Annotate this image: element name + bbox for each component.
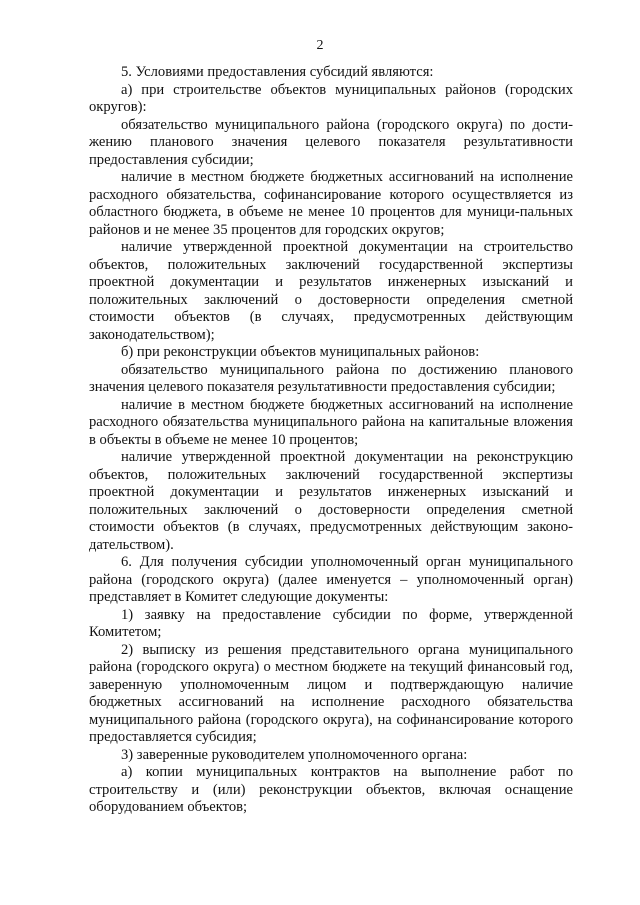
paragraph-reconstruction-budget: наличие в местном бюджете бюджетных ассигнований на исполнение расходного обязательства муниципального района на капитальные вложения в объекты в объеме не менее 10 процентов; bbox=[89, 396, 573, 448]
paragraph-document-application: 1) заявку на предоставление субсидии по форме, утвержденной Комитетом; bbox=[89, 606, 573, 640]
page-number: 2 bbox=[316, 38, 324, 53]
document-body bbox=[89, 64, 573, 817]
paragraph-construction-budget: наличие в местном бюджете бюджетных ассигнований на исполнение расходного обязательства, софинансирование которого осуществляется из областного бюджета, в объеме не менее 10 процентов для муници-пальных районов и не менее 35 процентов для городских округов; bbox=[89, 169, 573, 238]
paragraph-document-certified: 3) заверенные руководителем уполномоченного органа: bbox=[121, 746, 468, 763]
paragraph-construction-documentation: наличие утвержденной проектной документации на строительство объектов, положительных заключений государственной экспертизы проектной документации и результатов инженерных изысканий и положительных заключений о достоверности определения сметной стоимости объектов (в случаях, предусмотренных действующим законодательством); bbox=[89, 239, 573, 343]
paragraph-document-contracts: а) копии муниципальных контрактов на выполнение работ по строительству и (или) реконструкции объектов, включая оснащение оборудованием объектов; bbox=[89, 764, 573, 815]
paragraph-document-budget-extract: 2) выписку из решения представительного органа муниципального района (городского округа) о местном бюджете на текущий финансовый год, заверенную уполномоченным лицом и подтверждающую наличие бюджетных ассигнований на исполнение расходного обязательства муниципального района (городского округа), на софинансирование которого предоставляется субсидия; bbox=[89, 641, 573, 745]
paragraph-reconstruction-heading: б) при реконструкции объектов муниципальных районов: bbox=[121, 344, 480, 360]
paragraph-conditions-heading: 5. Условиями предоставления субсидий являются: bbox=[121, 64, 434, 80]
paragraph-documents-intro: 6. Для получения субсидии уполномоченный орган муниципального района (городского округа) (далее именуется – уполномоченный орган) представляет в Комитет следующие документы: bbox=[89, 554, 573, 605]
paragraph-construction-obligation: обязательство муниципального района (городского округа) по дости-жению планового значения целевого показателя результативности предоставления субсидии; bbox=[89, 116, 573, 168]
paragraph-reconstruction-documentation: наличие утвержденной проектной документации на реконструкцию объектов, положительных заключений государственной экспертизы проектной документации и результатов инженерных изысканий и положительных заключений о достоверности определения сметной стоимости объектов (в случаях, предусмотренных действующим законо-дательством). bbox=[89, 449, 573, 553]
paragraph-reconstruction-obligation: обязательство муниципального района по достижению планового значения целевого показателя результативности предоставления субсидии; bbox=[89, 361, 573, 395]
paragraph-construction-heading: а) при строительстве объектов муниципальных районов (городских округов): bbox=[89, 81, 573, 115]
